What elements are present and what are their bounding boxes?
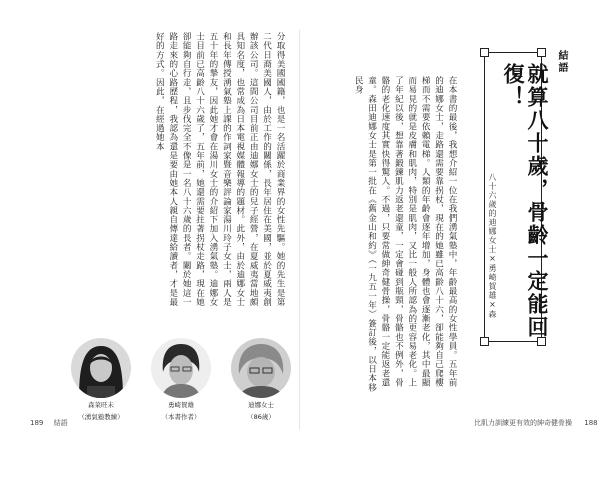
photo-caption-role: （本書作者） <box>161 413 201 421</box>
left-body-text: 分取得美國國籍，也是一名活躍於商業界的女性先驅。她的先生是第二代日裔美國人，由於工作的關係，長年居住在美國，並於夏威夷創辦該公司。這間公司目前正由迪娜女士的兒子經營，在夏威夷當地頗具知名度，也常成為日本電視媒體報導的題材。此外，由於迪娜女士和長年傳授湧氣塾上課的作詞家暨音樂評論家湯川玲子女士，兩人是五十年的摯友，因此她才會在湯川女士的介紹下加入湧氣塾。迪娜女士目前已高齡八十六歲了，五年前，她還需要拄著拐杖走路，現在她卻能夠自行走，且步伐完全不像是一名八十六歲的長者。關於她這一路走來的心路歷程，我認為還是要由她本人親自傳達給讀者，才是最好的方式。因此，在經過她本 <box>154 32 285 307</box>
page-gutter <box>299 30 300 430</box>
portrait-photo <box>231 338 291 398</box>
photo-row <box>36 338 286 428</box>
photo-caption-name: 迪娜女士 <box>248 401 274 409</box>
right-folio <box>474 418 598 428</box>
photo-caption-name: 勇崎賀雄 <box>168 401 194 409</box>
photo-caption-role: （湧氣塾教練） <box>78 413 124 421</box>
frame-corner <box>480 48 489 57</box>
page-number: 189 <box>30 419 44 427</box>
frame-corner <box>537 48 546 57</box>
frame-corner <box>480 337 489 346</box>
left-folio <box>30 418 68 428</box>
headline-box <box>484 52 549 342</box>
person-card <box>226 338 296 422</box>
photo-caption-role: （86歲） <box>247 413 275 421</box>
page-number: 188 <box>584 419 598 427</box>
right-page <box>306 24 578 444</box>
left-page <box>24 24 294 444</box>
person-card <box>146 338 216 422</box>
portrait-photo <box>71 338 131 398</box>
right-body-text: 在本書的最後，我想介紹一位在我們湧氣塾中，年齡最高的女性學員。五年前的迪娜女士，走路還需要靠拐杖，現在的她雖已高齡八十六，卻能夠自己爬樓梯而不需要依賴電梯。人類的年齡會逐年增加，身體也會逐漸老化，其中最顯而易見的就是皮膚和肌肉，特別是肌肉，又比一般人所認為的更容易老化。上了年紀以後，想靠著鍛鍊肌力返老還童，一定會碰到瓶頸，骨骼也不例外，骨骼的老化速度其實快得驚人。不過，只要常做紳奇健骨操，骨骼一定能返老還童。森田迪娜女士是第一批在《舊金山和約》（一九五一年）簽訂後，以日本移民身 <box>353 76 457 392</box>
portrait-photo <box>151 338 211 398</box>
running-head: 結語 <box>53 419 68 427</box>
section-label: 結語 <box>556 50 567 74</box>
chapter-subtitle: 八十六歲的迪娜女士×勇崎賀雄×森 <box>488 173 497 319</box>
running-footer: 比肌力訓練更有效的紳奇健骨操 <box>474 419 572 427</box>
photo-caption-name: 森菜旺未 <box>88 401 114 409</box>
chapter-headline: 就算八十歲，骨齡一定能回復！ <box>501 63 549 339</box>
person-card <box>66 338 136 422</box>
